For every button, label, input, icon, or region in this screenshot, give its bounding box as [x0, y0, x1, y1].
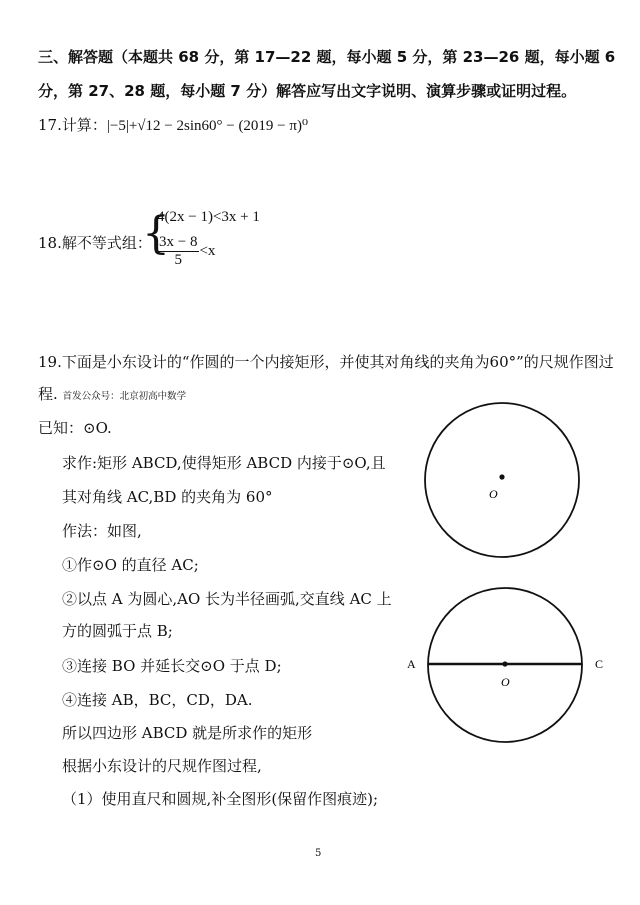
q19-step3: ③连接 BO 并延长交⊙O 于点 D; — [62, 657, 282, 675]
q19-task-line1: 求作:矩形 ABCD,使得矩形 ABCD 内接于⊙O,且 — [62, 454, 386, 472]
q18-frac-rest: <x — [199, 242, 216, 259]
q19-subquestion1: （1）使用直尺和圆规,补全图形(保留作图痕迹); — [62, 790, 379, 808]
q19-basis: 根据小东设计的尺规作图过程, — [62, 757, 262, 775]
circle-2-center-dot — [502, 661, 507, 666]
q18-frac-denominator: 5 — [174, 252, 182, 268]
circle-1-center-label: O — [489, 487, 498, 501]
q19-task-line2: 其对角线 AC,BD 的夹角为 60° — [62, 488, 273, 506]
q18-inequality-2 — [157, 234, 215, 269]
q18-frac-numerator: 3x − 8 — [159, 234, 198, 250]
q19-step4: ④连接 AB，BC，CD，DA. — [62, 691, 253, 709]
q19-line1: 19.下面是小东设计的“作圆的一个内接矩形，并使其对角线的夹角为60°”的尺规作图过 — [38, 353, 614, 371]
point-c-label: C — [595, 657, 604, 671]
figure-circle-2 — [400, 580, 612, 760]
point-a-label: A — [407, 657, 416, 671]
circle-1-outline — [425, 403, 579, 557]
section-header-line2: 分，第 27、28 题，每小题 7 分）解答应写出文字说明、演算步骤或证明过程。 — [38, 82, 577, 100]
q18-inequality-1: 4(2x − 1)<3x + 1 — [157, 209, 260, 225]
q19-known: 已知：⊙O. — [38, 419, 112, 437]
q19-line2 — [38, 383, 186, 404]
q17-expression: |−5|+√12 − 2sin60° − (2019 − π)⁰ — [106, 118, 308, 134]
page-number: 5 — [315, 848, 322, 859]
section-header-line1: 三、解答题（本题共 68 分，第 17—22 题，每小题 5 分，第 23—26 题，每小题 6 — [38, 48, 616, 66]
q19-conclusion: 所以四边形 ABCD 就是所求作的矩形 — [62, 724, 313, 742]
q18-fraction — [157, 234, 199, 269]
q19-method: 作法：如图, — [62, 522, 142, 540]
left-brace-icon: { — [142, 208, 170, 259]
circle-2-center-label: O — [501, 675, 510, 689]
q19-step2-line2: 方的圆弧于点 B; — [62, 622, 173, 640]
q19-source-note: 首发公众号：北京初高中数学 — [62, 391, 187, 402]
q19-step1: ①作⊙O 的直径 AC; — [62, 556, 199, 574]
q18-label: 18.解不等式组： — [38, 234, 152, 252]
circle-1-center-dot — [499, 474, 504, 479]
q17-label: 17.计算： — [38, 116, 107, 134]
q19-step2-line1: ②以点 A 为圆心,AO 长为半径画弧,交直线 AC 上 — [62, 590, 392, 608]
q19-line2-main: 程. — [38, 385, 58, 403]
figure-circle-1 — [415, 400, 595, 570]
q17 — [38, 114, 308, 135]
